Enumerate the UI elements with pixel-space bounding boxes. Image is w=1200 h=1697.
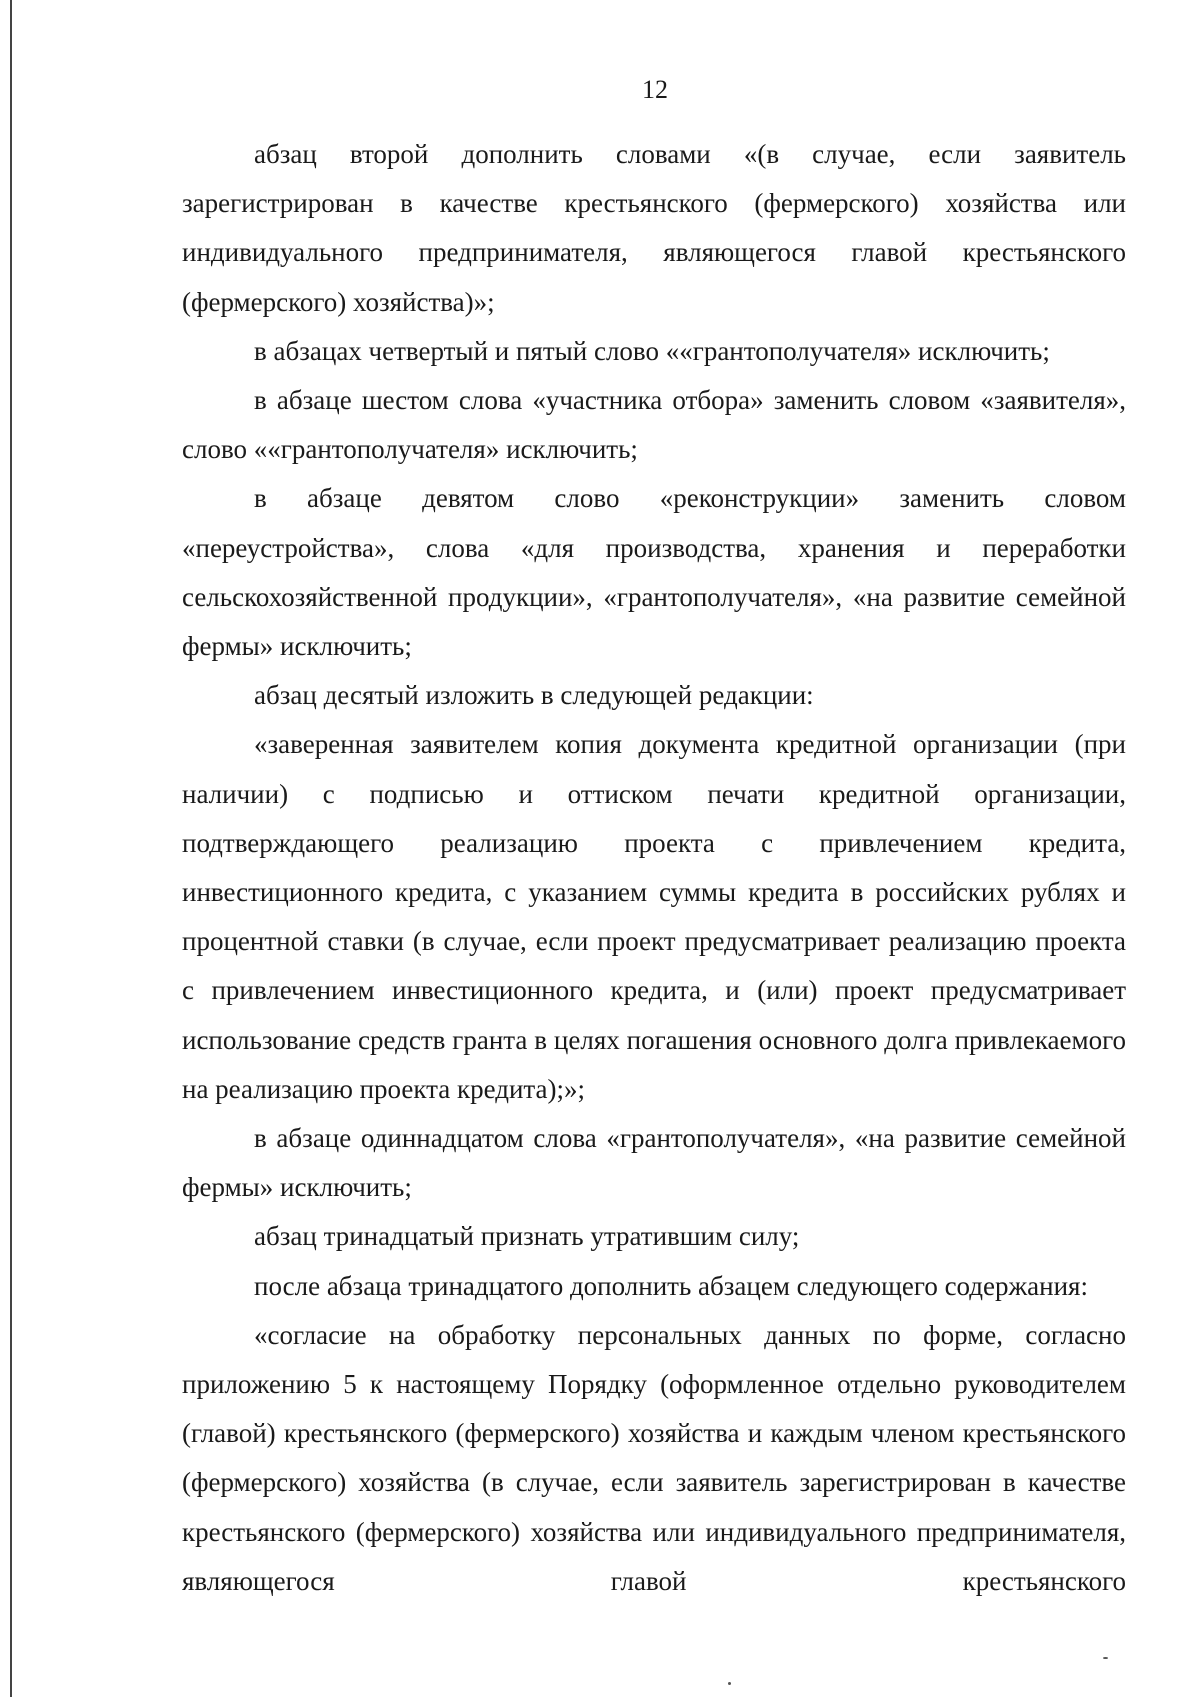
page-number: 12	[642, 75, 668, 104]
scan-left-edge	[10, 0, 12, 1697]
paragraph-5: абзац десятый изложить в следующей редакции:	[254, 680, 814, 711]
paragraph-3: в абзаце шестом слова «участника отбора» заменить словом «заявителя», слово ««грантополучателя» исключить;	[182, 385, 1126, 465]
paragraph-1: абзац второй дополнить словами «(в случае, если заявитель зарегистрирован в качестве крестьянского (фермерского) хозяйства или индивидуального предпринимателя, являющегося главой крестьянского (фермерского) хозяйства)»;	[182, 139, 1126, 317]
paragraph-9: после абзаца тринадцатого дополнить абзацем следующего содержания:	[254, 1270, 1088, 1301]
paragraph-6: «заверенная заявителем копия документа кредитной организации (при наличии) с подписью и оттиском печати кредитной организации, подтверждающего реализацию проекта с привлечением кредита, инвестиционного кредита, с указанием суммы кредита в российских рублях и процентной ставки (в случае, если проект предусматривает реализацию проекта с привлечением инвестиционного кредита, и (или) проект предусматривает использование средств гранта в целях погашения основного долга привлекаемого на реализацию проекта кредита);»;	[182, 729, 1126, 1104]
paragraph-10: «согласие на обработку персональных данных по форме, согласно приложению 5 к настоящему Порядку (оформленное отдельно руководителем (главой) крестьянского (фермерского) хозяйства и каждым членом крестьянского (фермерского) хозяйства (в случае, если заявитель зарегистрирован в качестве крестьянского (фермерского) хозяйства или индивидуального предпринимателя, являющегося главой крестьянского	[182, 1319, 1126, 1596]
paragraph-4: в абзаце девятом слово «реконструкции» заменить словом «переустройства», слова «для производства, хранения и переработки сельскохозяйственной продукции», «грантополучателя», «на развитие семейной фермы» исключить;	[182, 483, 1126, 662]
paragraph-2: в абзацах четвертый и пятый слово ««грантополучателя» исключить;	[254, 335, 1050, 366]
document-body	[182, 130, 1126, 1606]
scan-speck	[1103, 1657, 1108, 1659]
paragraph-7: в абзаце одиннадцатом слова «грантополучателя», «на развитие семейной фермы» исключить;	[182, 1123, 1126, 1203]
scan-speck	[728, 1682, 731, 1685]
paragraph-8: абзац тринадцатый признать утратившим силу;	[254, 1221, 800, 1252]
